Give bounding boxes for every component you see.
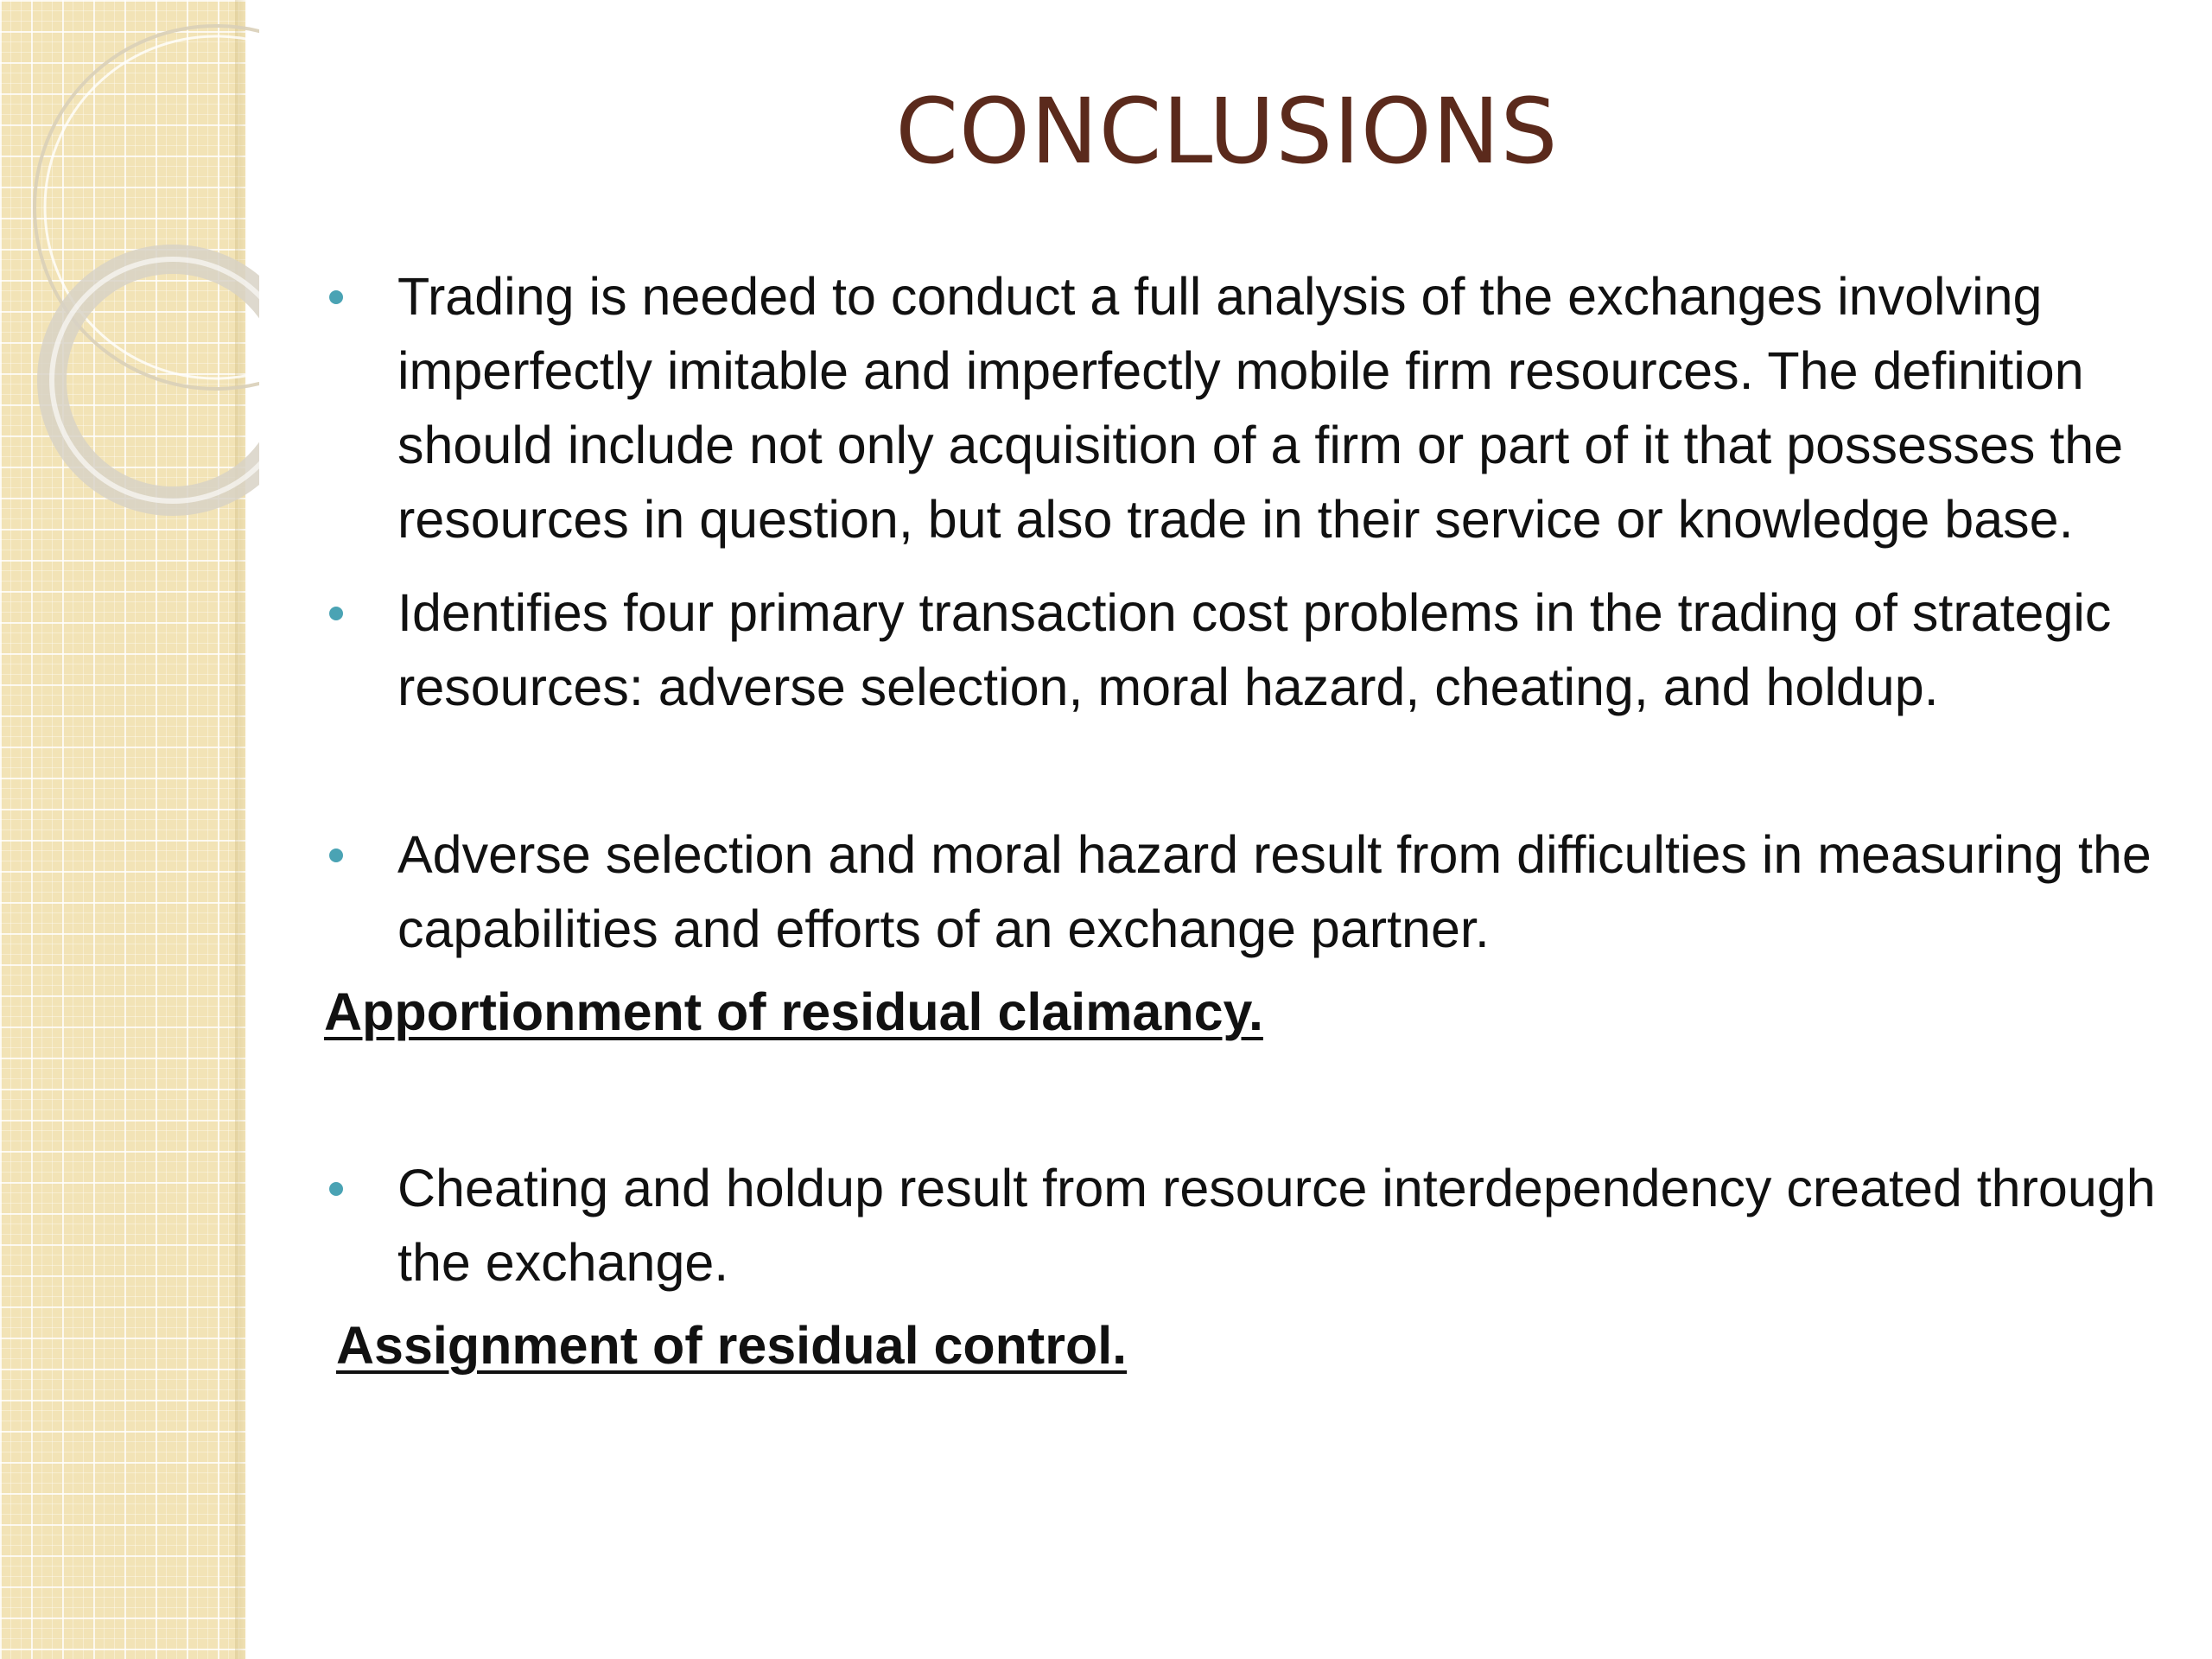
slide-content: [324, 259, 2156, 1382]
bullet-item: [324, 575, 2156, 724]
subheading-residual-claimancy: Apportionment of residual claimancy.: [324, 982, 1263, 1041]
bullet-text: Cheating and holdup result from resource interdependency created through the exchange.: [397, 1159, 2156, 1292]
bullet-dot-icon: [329, 1182, 343, 1196]
bullet-item: [324, 259, 2156, 556]
bullet-dot-icon: [329, 290, 343, 304]
slide-title: CONCLUSIONS: [895, 79, 1559, 184]
bullet-text: Identifies four primary transaction cost problems in the trading of strategic resources: adverse selection, moral hazard, cheating, and holdup.: [397, 583, 2112, 716]
bullet-dot-icon: [329, 849, 343, 862]
subheading-residual-control: Assignment of residual control.: [336, 1316, 1128, 1375]
bullet-text: Trading is needed to conduct a full analysis of the exchanges involving imperfectly imitable and imperfectly mobile firm resources. The definition should include not only acquisition of a firm or part of it that possesses the resources in question, but also trade in their service or knowledge base.: [397, 267, 2124, 549]
bullet-dot-icon: [329, 607, 343, 620]
decorative-rings: [0, 0, 259, 553]
bullet-item: [324, 817, 2156, 966]
bullet-text: Adverse selection and moral hazard result from difficulties in measuring the capabilities and efforts of an exchange partner.: [397, 825, 2152, 958]
bullet-item: [324, 1151, 2156, 1300]
